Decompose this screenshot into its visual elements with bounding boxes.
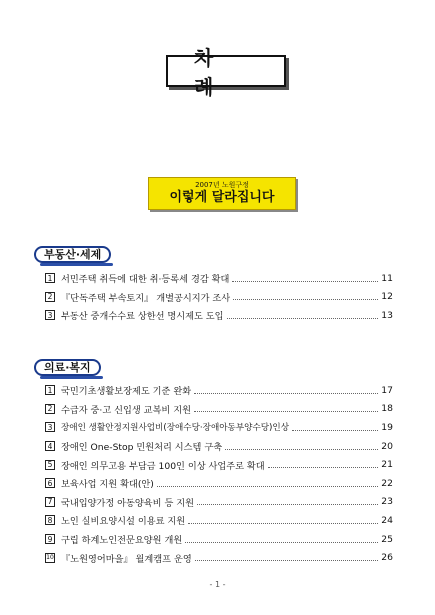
toc-list-medical-welfare (45, 381, 393, 567)
toc-item[interactable] (45, 400, 393, 419)
toc-item[interactable] (45, 455, 393, 474)
dot-leader (225, 443, 378, 450)
dot-leader (232, 275, 378, 282)
item-number: 7 (45, 497, 55, 507)
item-title: 장애인 One-Stop 민원처리 시스템 구축 (61, 442, 223, 454)
item-title: 서민주택 취득에 대한 취·등록세 경감 확대 (61, 274, 230, 286)
item-title: 장애인 생활안정지원사업비(장애수당·장애아동부양수당)인상 (61, 423, 290, 434)
item-page: 22 (381, 477, 393, 489)
item-number: 2 (45, 404, 55, 414)
section-label-medical-welfare: 의료·복지 (34, 359, 101, 376)
dot-leader (188, 517, 378, 524)
item-title: 노인 실비요양시설 이용료 지원 (61, 516, 186, 528)
item-page: 24 (381, 514, 393, 526)
item-title: 장애인 의무고용 부담금 100인 이상 사업주로 확대 (61, 460, 265, 472)
item-page: 11 (381, 272, 393, 284)
toc-item[interactable] (45, 493, 393, 512)
item-page: 13 (381, 309, 393, 321)
item-number: 5 (45, 460, 55, 470)
dot-leader (233, 293, 378, 300)
item-number: 3 (45, 310, 55, 320)
dot-leader (194, 405, 378, 412)
toc-list-real-estate-tax (45, 269, 393, 325)
item-page: 19 (381, 421, 393, 433)
item-number: 4 (45, 441, 55, 451)
toc-item[interactable] (45, 437, 393, 456)
item-number: 6 (45, 478, 55, 488)
item-page: 23 (381, 496, 393, 508)
dot-leader (227, 312, 379, 319)
item-title: 『단독주택 부속토지』 개별공시지가 조사 (61, 292, 231, 304)
dot-leader (194, 387, 378, 394)
banner-title: 이렇게 달라집니다 (169, 190, 275, 205)
dot-leader (292, 424, 378, 431)
item-title: 국내입양가정 아동양육비 등 지원 (61, 497, 195, 509)
item-page: 25 (381, 533, 393, 545)
item-number: 9 (45, 534, 55, 544)
item-page: 21 (381, 459, 393, 471)
item-title: 구립 하계노인전문요양원 개원 (61, 535, 183, 547)
toc-item[interactable] (45, 288, 393, 307)
toc-item[interactable] (45, 548, 393, 567)
dot-leader (157, 480, 378, 487)
dot-leader (268, 461, 379, 468)
page-title: 차 례 (166, 55, 286, 87)
dot-leader (197, 498, 378, 505)
item-title: 『노원영어마을』 월계캠프 운영 (61, 553, 192, 565)
dot-leader (195, 554, 379, 561)
toc-item[interactable] (45, 418, 393, 437)
page-number: - 1 - (209, 580, 226, 589)
item-number: 8 (45, 515, 55, 525)
toc-item[interactable] (45, 511, 393, 530)
item-number: 3 (45, 422, 55, 432)
item-number: 1 (45, 273, 55, 283)
item-number: 2 (45, 292, 55, 302)
toc-item[interactable] (45, 269, 393, 288)
headline-banner (148, 177, 296, 210)
toc-item[interactable] (45, 530, 393, 549)
toc-item[interactable] (45, 474, 393, 493)
item-page: 18 (381, 403, 393, 415)
item-page: 20 (381, 440, 393, 452)
toc-item[interactable] (45, 306, 393, 325)
item-page: 17 (381, 384, 393, 396)
dot-leader (185, 536, 378, 543)
banner-subtitle: 2007년 노원구정 (195, 181, 249, 189)
item-number: 10 (46, 554, 54, 562)
section-label-real-estate-tax: 부동산·세제 (34, 246, 111, 263)
item-page: 26 (381, 552, 393, 564)
item-title: 보육사업 지원 확대(안) (61, 479, 154, 491)
item-page: 12 (381, 291, 393, 303)
item-title: 부동산 중개수수료 상한선 명시제도 도입 (61, 311, 224, 323)
item-title: 수급자 중·고 신입생 교복비 지원 (61, 404, 191, 416)
toc-item[interactable] (45, 381, 393, 400)
item-title: 국민기초생활보장제도 기준 완화 (61, 386, 192, 398)
item-number: 1 (45, 385, 55, 395)
